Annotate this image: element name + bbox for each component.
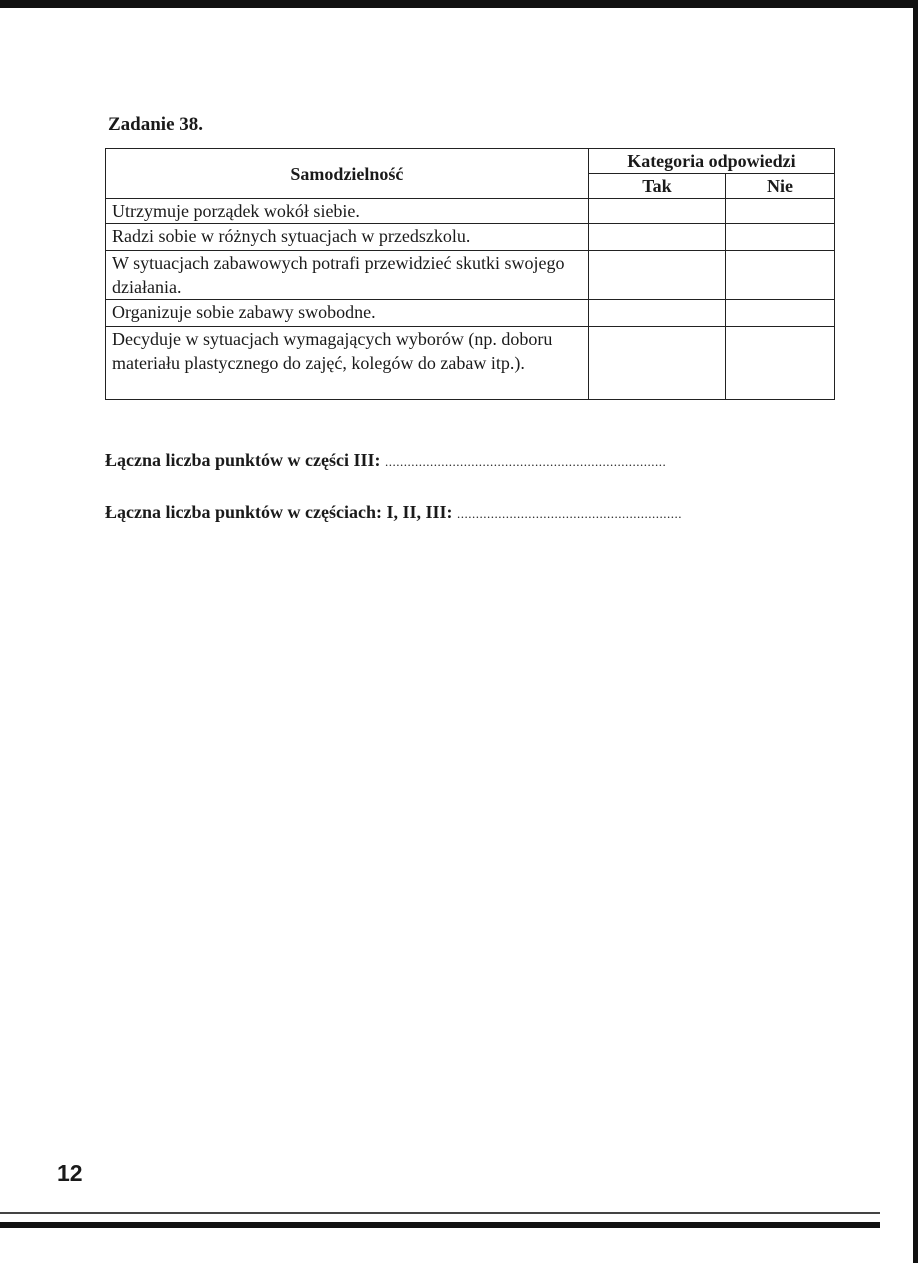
header-skill: Samodzielność: [106, 149, 589, 199]
scan-edge-right: [913, 0, 918, 1263]
answer-yes-cell[interactable]: [588, 224, 725, 251]
skill-cell: Organizuje sobie zabawy swobodne.: [106, 300, 589, 327]
page-number: 12: [57, 1160, 83, 1186]
table-row: [106, 327, 835, 400]
points-part-3-fill[interactable]: ...........................................................................: [385, 454, 667, 469]
points-part-3-label: Łączna liczba punktów w części III:: [105, 450, 381, 470]
points-part-3-line: [105, 450, 666, 471]
answer-no-cell[interactable]: [725, 327, 834, 400]
answer-no-cell[interactable]: [725, 300, 834, 327]
header-no: Nie: [725, 174, 834, 199]
table-row: [106, 199, 835, 224]
skill-cell: Decyduje w sytuacjach wymagających wyborów (np. doboru materiału plastycznego do zajęć, kolegów do zabaw itp.).: [106, 327, 589, 400]
answer-yes-cell[interactable]: [588, 199, 725, 224]
answer-yes-cell[interactable]: [588, 300, 725, 327]
table-header-row: [106, 149, 835, 174]
header-category: Kategoria odpowiedzi: [588, 149, 834, 174]
answer-no-cell[interactable]: [725, 251, 834, 300]
answer-no-cell[interactable]: [725, 199, 834, 224]
points-all-parts-line: [105, 502, 682, 523]
table-row: [106, 224, 835, 251]
points-all-parts-label: Łączna liczba punktów w częściach: I, II, III:: [105, 502, 453, 522]
skill-cell: Utrzymuje porządek wokół siebie.: [106, 199, 589, 224]
points-all-parts-fill[interactable]: ............................................................: [457, 506, 683, 521]
task-title: Zadanie 38.: [108, 114, 204, 135]
skill-cell: Radzi sobie w różnych sytuacjach w przedszkolu.: [106, 224, 589, 251]
table-row: [106, 251, 835, 300]
footer-rule-thin: [0, 1212, 880, 1214]
table-row: [106, 300, 835, 327]
footer-rule: [0, 1222, 880, 1228]
answer-yes-cell[interactable]: [588, 251, 725, 300]
header-yes: Tak: [588, 174, 725, 199]
skill-cell: W sytuacjach zabawowych potrafi przewidzieć skutki swojego działania.: [106, 251, 589, 300]
answer-no-cell[interactable]: [725, 224, 834, 251]
scan-edge-top: [0, 0, 918, 8]
answer-yes-cell[interactable]: [588, 327, 725, 400]
evaluation-table: [105, 148, 835, 400]
